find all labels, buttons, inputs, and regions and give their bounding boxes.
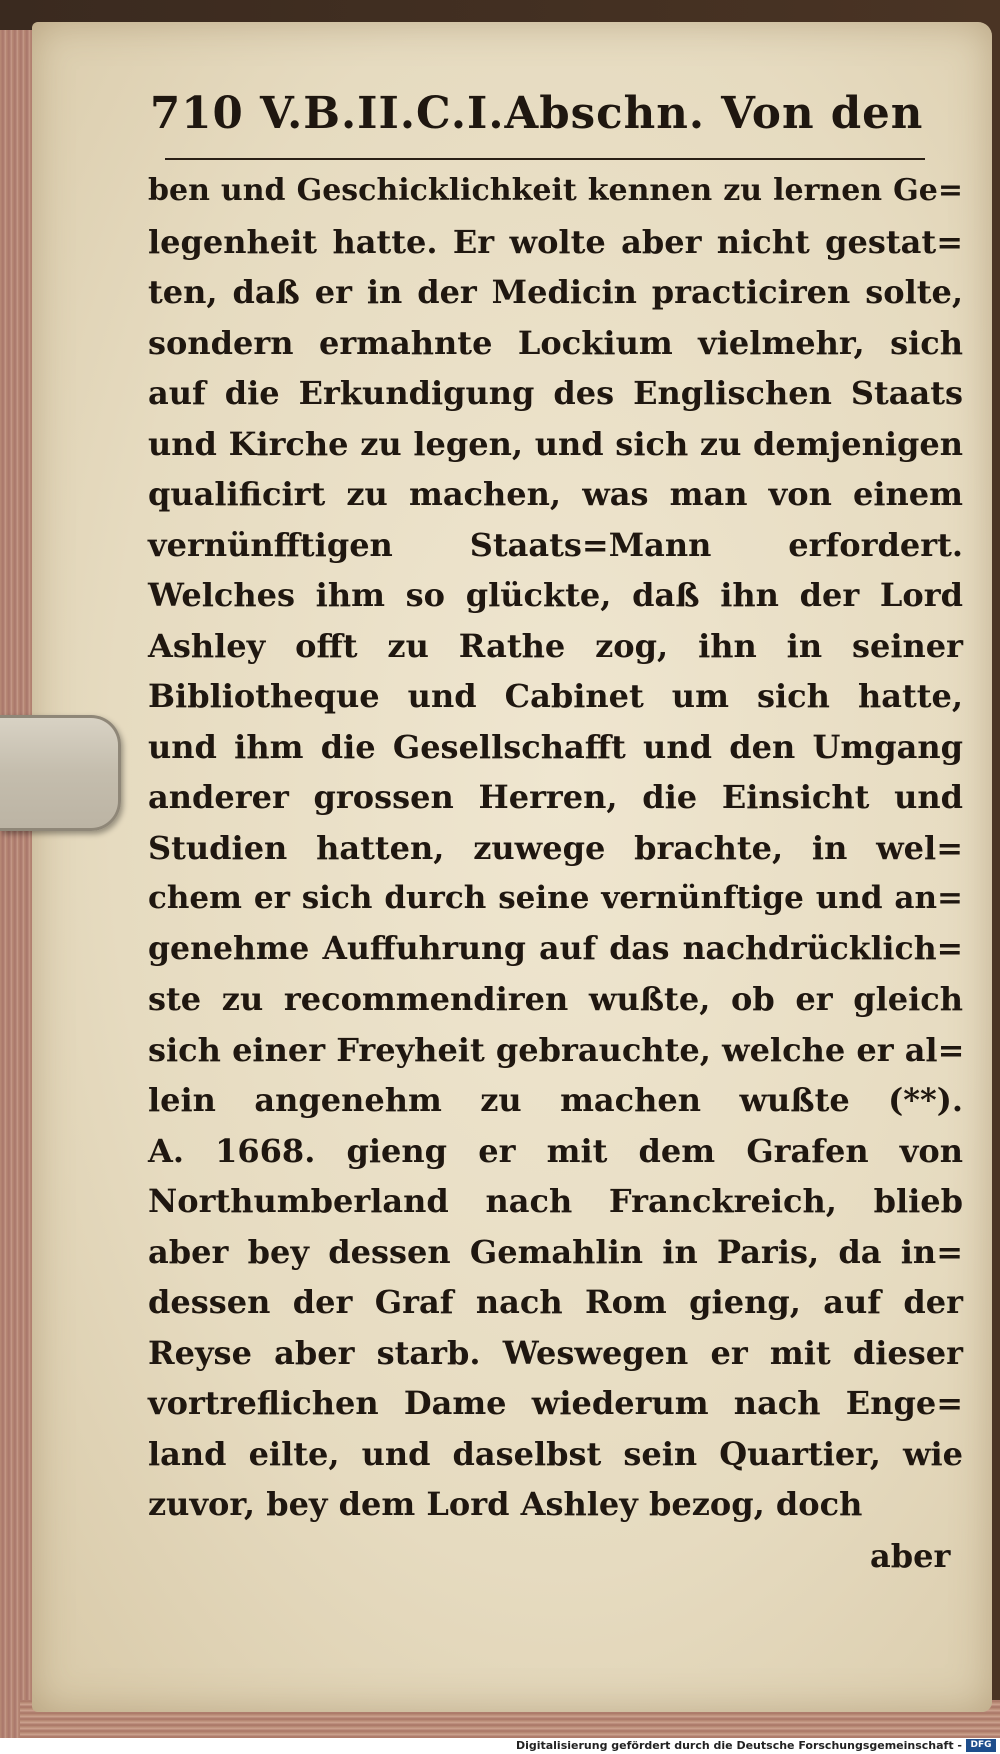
text-line: Bibliotheque und Cabinet um sich hatte, bbox=[148, 677, 963, 715]
text-line: legenheit hatte. Er wolte aber nicht gestat= bbox=[148, 222, 963, 261]
text-line: ben und Geschicklichkeit kennen zu lernen Ge= bbox=[148, 173, 963, 208]
header-rule bbox=[165, 158, 925, 160]
text-line: sich einer Freyheit gebrauchte, welche er al= bbox=[148, 1030, 965, 1069]
text-line: ste zu recommendiren wußte, ob er gleich bbox=[148, 980, 963, 1018]
running-header: 710 V.B.II.C.I.Abschn. Von den bbox=[150, 88, 924, 139]
footer-credit: Digitalisierung gefördert durch die Deutsche Forschungsgemeinschaft - bbox=[515, 1739, 962, 1752]
text-line: und Kirche zu legen, und sich zu demjenigen bbox=[148, 424, 963, 463]
text-line: ten, daß er in der Medicin practiciren solte, bbox=[148, 273, 963, 311]
dfg-logo: DFG bbox=[966, 1739, 996, 1752]
text-line: Studien hatten, zuwege brachte, in wel= bbox=[148, 828, 963, 867]
text-line: und ihm die Gesellschafft und den Umgang bbox=[148, 727, 963, 766]
text-line: land eilte, und daselbst sein Quartier, wie bbox=[148, 1434, 963, 1473]
text-line: anderer grossen Herren, die Einsicht und bbox=[148, 778, 963, 816]
text-line: sondern ermahnte Lockium vielmehr, sich bbox=[148, 323, 963, 362]
text-line: vernünfftigen Staats=Mann erfordert. bbox=[148, 525, 963, 564]
text-line: vortreflichen Dame wiederum nach Enge= bbox=[148, 1384, 963, 1422]
text-line: aber bey dessen Gemahlin in Paris, da in= bbox=[148, 1232, 963, 1271]
text-line: qualificirt zu machen, was man von einem bbox=[148, 475, 963, 513]
text-line: Welches ihm so glückte, daß ihn der Lord bbox=[148, 576, 963, 614]
text-line: Northumberland nach Franckreich, blieb bbox=[148, 1182, 963, 1220]
text-line: A. 1668. gieng er mit dem Grafen von bbox=[148, 1131, 963, 1170]
text-line: zuvor, bey dem Lord Ashley bezog, doch bbox=[148, 1485, 863, 1523]
text-line: genehme Auffuhrung auf das nachdrücklich= bbox=[148, 929, 963, 967]
page-clip bbox=[0, 715, 121, 831]
text-line: auf die Erkundigung des Englischen Staats bbox=[148, 374, 963, 412]
text-line: dessen der Graf nach Rom gieng, auf der bbox=[148, 1283, 963, 1321]
text-line: lein angenehm zu machen wußte (**). bbox=[148, 1081, 963, 1119]
text-line: Ashley offt zu Rathe zog, ihn in seiner bbox=[148, 626, 963, 665]
body-text bbox=[148, 166, 963, 1530]
catchword: aber bbox=[870, 1537, 951, 1575]
text-line: chem er sich durch seine vernünftige und an= bbox=[148, 880, 963, 916]
text-line: Reyse aber starb. Weswegen er mit dieser bbox=[148, 1333, 963, 1372]
